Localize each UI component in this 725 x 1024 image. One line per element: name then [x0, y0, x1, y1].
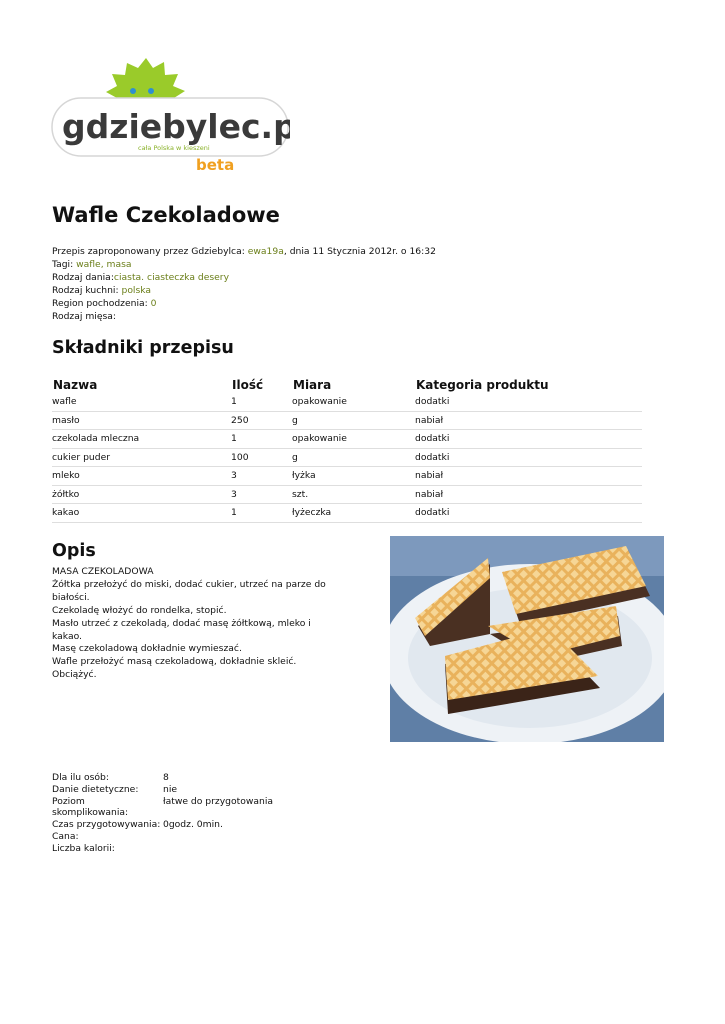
info-label: Liczba kalorii:	[52, 842, 115, 854]
info-row	[52, 831, 273, 843]
proposed-by-label: Przepis zaproponowany przez Gdziebylca:	[52, 246, 248, 257]
ingredient-name: masło	[52, 411, 231, 430]
ingredient-category: nabiał	[415, 411, 642, 430]
ingredient-category: dodatki	[415, 448, 642, 467]
info-row	[52, 796, 273, 820]
ingredient-quantity: 1	[231, 430, 292, 449]
dish-type-label: Rodzaj dania:	[52, 271, 114, 283]
ingredient-category: dodatki	[415, 430, 642, 449]
description-line: MASA CZEKOLADOWA	[52, 566, 154, 577]
info-row	[52, 843, 273, 855]
info-label: Czas przygotowywania:	[52, 819, 161, 831]
ingredient-quantity: 1	[231, 504, 292, 523]
ingredient-measure: g	[292, 411, 415, 430]
description-text	[52, 566, 332, 682]
table-row	[52, 504, 642, 523]
column-header-name: Nazwa	[53, 378, 98, 392]
ingredient-name: wafle	[52, 393, 231, 411]
info-value: nie	[163, 783, 178, 795]
info-row	[52, 772, 273, 784]
ingredient-quantity: 1	[231, 393, 292, 411]
ingredient-quantity: 3	[231, 485, 292, 504]
description-line: Masę czekoladową dokładnie wymieszać.	[52, 643, 242, 655]
dish-type-line	[52, 272, 436, 285]
ingredients-table	[52, 375, 642, 523]
description-line: Masło utrzeć z czekoladą, dodać masę żółtkową, mleko i kakao.	[52, 617, 311, 642]
ingredient-measure: g	[292, 448, 415, 467]
info-label: Dla ilu osób:	[52, 772, 109, 783]
ingredient-category: nabiał	[415, 467, 642, 486]
region-line	[52, 298, 436, 311]
ingredients-heading: Składniki przepisu	[52, 338, 234, 358]
ingredient-name: mleko	[52, 467, 231, 486]
ingredient-category: dodatki	[415, 393, 642, 411]
table-row	[52, 393, 642, 411]
author-link[interactable]: ewa19a	[247, 246, 284, 257]
info-value: 8	[163, 772, 169, 783]
recipe-photo	[390, 536, 664, 742]
site-logo[interactable]	[50, 52, 290, 174]
cuisine-line	[52, 285, 436, 298]
recipe-meta	[52, 246, 436, 323]
column-header-quantity: Ilość	[232, 378, 264, 392]
ingredient-measure: łyżeczka	[292, 504, 415, 523]
info-value	[163, 831, 273, 843]
table-row	[52, 485, 642, 504]
table-row	[52, 430, 642, 449]
dish-type-link[interactable]: ciasta. ciasteczka desery	[113, 271, 230, 283]
recipe-date: , dnia 11 Stycznia 2012r. o 16:32	[283, 246, 436, 257]
table-row	[52, 448, 642, 467]
table-row	[52, 411, 642, 430]
ingredient-quantity: 3	[231, 467, 292, 486]
column-header-category: Kategoria produktu	[416, 378, 549, 392]
info-value: łatwe do przygotowania	[163, 795, 273, 807]
logo-text: gdziebylec.pl	[62, 107, 290, 146]
cuisine-link[interactable]: polska	[121, 284, 152, 296]
description-line: Żółtka przełożyć do miski, dodać cukier, utrzeć na parze do białości.	[52, 578, 326, 603]
info-label: Cana:	[52, 830, 79, 842]
column-header-measure: Miara	[293, 378, 332, 392]
recipe-title: Wafle Czekoladowe	[52, 203, 280, 227]
region-label: Region pochodzenia:	[52, 297, 151, 309]
ingredient-quantity: 100	[231, 448, 292, 467]
ingredient-measure: łyżka	[292, 467, 415, 486]
logo-beta: beta	[196, 156, 235, 174]
meat-line: Rodzaj mięsa:	[52, 310, 117, 322]
info-value: 0godz. 0min.	[163, 819, 223, 831]
tags-label: Tagi:	[52, 258, 77, 270]
ingredient-measure: szt.	[292, 485, 415, 504]
tags-line	[52, 259, 436, 272]
info-label: Danie dietetyczne:	[52, 783, 139, 795]
logo-tagline: cała Polska w kieszeni	[138, 144, 210, 152]
ingredient-category: nabiał	[415, 485, 642, 504]
description-heading: Opis	[52, 541, 96, 561]
description-line: Wafle przełożyć masą czekoladową, dokładnie skleić.	[52, 656, 297, 668]
ingredient-measure: opakowanie	[292, 430, 415, 449]
description-line: Czekoladę włożyć do rondelka, stopić.	[52, 604, 227, 616]
region-link[interactable]: 0	[150, 297, 157, 309]
info-value	[163, 843, 273, 855]
info-row	[52, 819, 273, 831]
recipe-info-table	[52, 772, 273, 855]
ingredient-name: cukier puder	[52, 448, 231, 467]
ingredient-name: żółtko	[52, 485, 231, 504]
info-row	[52, 784, 273, 796]
proposed-by-line	[52, 246, 436, 259]
info-label: Poziom skomplikowania:	[52, 795, 129, 819]
ingredient-measure: opakowanie	[292, 393, 415, 411]
cuisine-label: Rodzaj kuchni:	[52, 284, 122, 296]
tags-link[interactable]: wafle, masa	[76, 258, 132, 270]
ingredient-name: kakao	[52, 504, 231, 523]
ingredient-quantity: 250	[231, 411, 292, 430]
table-row	[52, 467, 642, 486]
ingredient-name: czekolada mleczna	[52, 430, 231, 449]
description-line: Obciążyć.	[52, 669, 97, 681]
ingredient-category: dodatki	[415, 504, 642, 523]
